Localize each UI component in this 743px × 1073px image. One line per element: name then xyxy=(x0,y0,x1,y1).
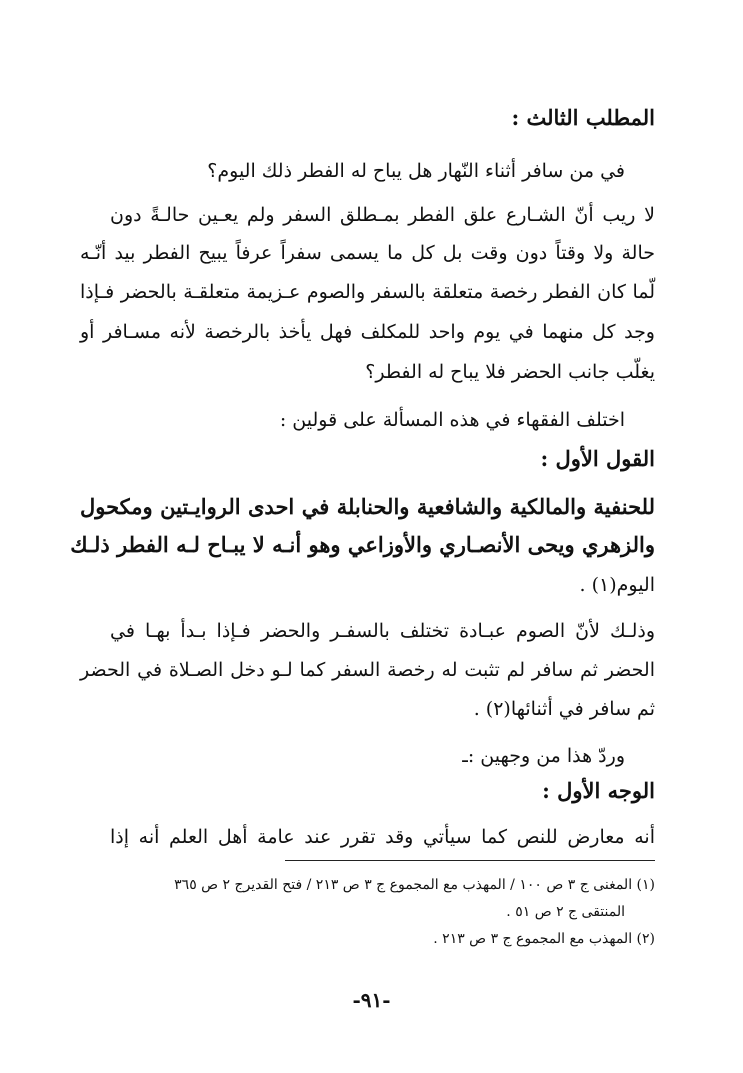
first-opinion-line-1: للحنفية والمالكية والشافعية والحنابلة في احدى الروايـتين ومكحول xyxy=(80,494,655,519)
footnote-1-continued: المنتقى ج ٢ ص ٥١ . xyxy=(506,904,625,920)
footnote-separator xyxy=(285,860,655,861)
page-number: -٩١- xyxy=(352,988,391,1012)
para1-line-3: لّما كان الفطر رخصة متعلقة بالسفر والصوم عـزيمة متعلقـة بالحضر فـإذا xyxy=(80,281,655,303)
para1-line-2: حالة ولا وقتاً دون وقت بل كل ما يسمى سفراً عرفاً يبيح الفطر بيد أنّـه xyxy=(80,242,655,264)
reason-line-3: ثم سافر في أثنائها(٢) . xyxy=(473,698,655,720)
footnote-2: (٢) المهذب مع المجموع ج ٣ ص ٢١٣ . xyxy=(433,931,655,947)
first-aspect-line: أنه معارض للنص كما سيأتي وقد تقرر عند عامة أهل العلم أنه إذا xyxy=(110,826,655,848)
objection-intro: وردّ هذا من وجهين :ـ xyxy=(462,745,625,767)
first-opinion-heading: القول الأول : xyxy=(540,446,655,471)
para1-line-4: وجد كل منهما في يوم واحد للمكلف فهل يأخذ بالرخصة لأنه مسـافر أو xyxy=(80,321,655,343)
section-heading: المطلب الثالث : xyxy=(511,105,655,130)
first-opinion-line-2: والزهري ويحى الأنصـاري والأوزاعي وهو أنـه لا يبـاح لـه الفطر ذلـك xyxy=(70,532,655,557)
intro-line: اختلف الفقهاء في هذه المسألة على قولين : xyxy=(279,409,625,431)
question-line: في من سافر أثناء النّهار هل يباح له الفطر ذلك اليوم؟ xyxy=(207,160,625,182)
reason-line-2: الحضر ثم سافر لم تثبت له رخصة السفر كما لـو دخل الصـلاة في الحضر xyxy=(80,659,655,681)
footnote-1: (١) المغنى ج ٣ ص ١٠٠ / المهذب مع المجموع ج ٣ ص ٢١٣ / فتح القديرج ٢ ص ٣٦٥ xyxy=(174,877,655,893)
para1-line-1: لا ريب أنّ الشـارع علق الفطر بمـطلق السفر ولم يعـين حالـةً دون xyxy=(110,204,655,226)
first-opinion-line-3: اليوم(١) . xyxy=(579,574,655,596)
para1-line-5: يغلّب جانب الحضر فلا يباح له الفطر؟ xyxy=(365,361,655,383)
reason-line-1: وذلـك لأنّ الصوم عبـادة تختلف بالسفـر والحضر فـإذا بـدأ بهـا في xyxy=(110,620,655,642)
first-aspect-heading: الوجه الأول : xyxy=(542,778,655,803)
